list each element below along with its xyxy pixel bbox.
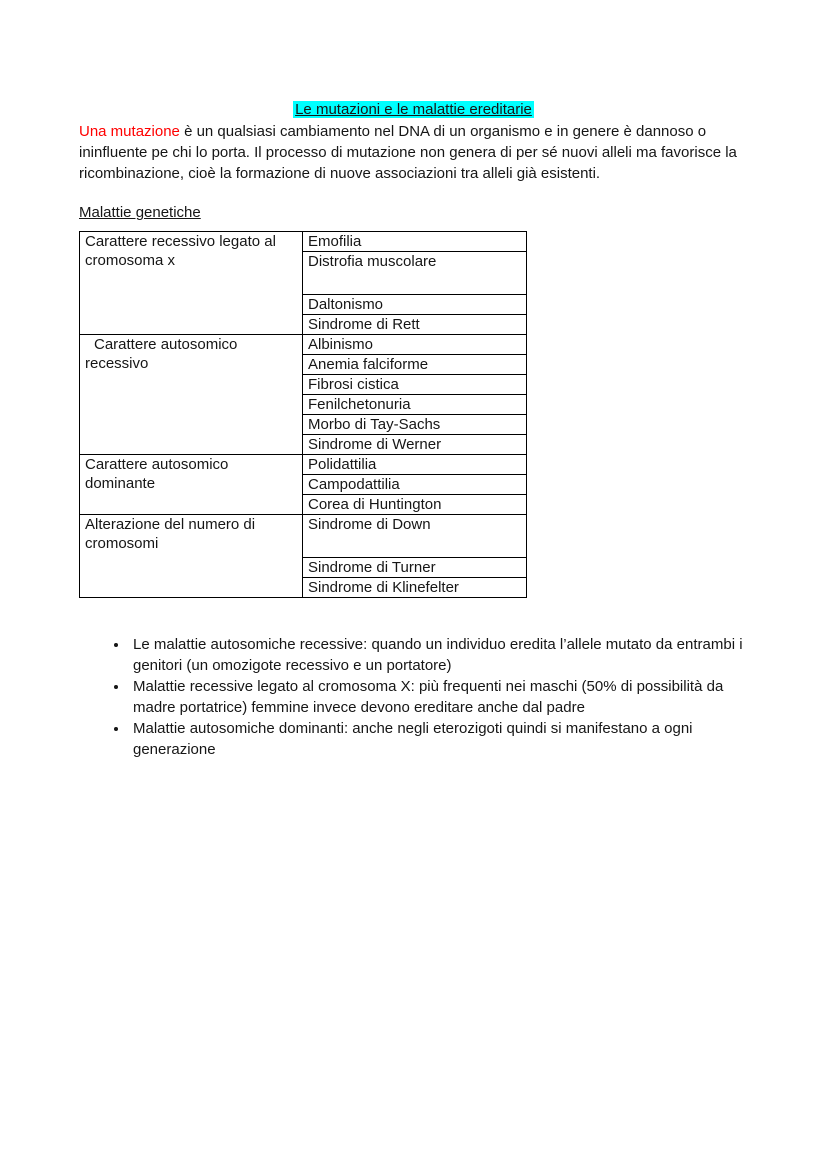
table-row <box>80 335 527 355</box>
table-disease-cell: Sindrome di Klinefelter <box>303 578 527 598</box>
intro-paragraph <box>79 121 748 184</box>
table-disease-cell: Sindrome di Rett <box>303 315 527 335</box>
intro-lead-text: Una mutazione <box>79 123 180 140</box>
table-disease-cell: Daltonismo <box>303 295 527 315</box>
bullet-item: • Malattie recessive legato al cromosoma X: più frequenti nei maschi (50% di possibilità da madre portatrice) femmine invece devono ereditare anche dal padre <box>129 676 748 718</box>
table-disease-cell: Emofilia <box>303 232 527 252</box>
document-title: Le mutazioni e le malattie ereditarie <box>295 101 532 118</box>
table-disease-cell: Fibrosi cistica <box>303 375 527 395</box>
bullet-item: • Le malattie autosomiche recessive: quando un individuo eredita l’allele mutato da entrambi i genitori (un omozigote recessivo e un portatore) <box>129 634 748 676</box>
table-disease-cell: Morbo di Tay-Sachs <box>303 415 527 435</box>
table-disease-cell: Campodattilia <box>303 475 527 495</box>
table-category-cell: Carattere autosomico recessivo <box>80 335 303 455</box>
table-row <box>80 232 527 252</box>
table-category-cell: Alterazione del numero di cromosomi <box>80 515 303 598</box>
table-disease-cell: Albinismo <box>303 335 527 355</box>
section-heading <box>79 202 748 223</box>
table-disease-cell: Fenilchetonuria <box>303 395 527 415</box>
table-disease-cell: Sindrome di Turner <box>303 558 527 578</box>
document-title-row <box>79 99 748 120</box>
table-disease-cell: Sindrome di Werner <box>303 435 527 455</box>
table-disease-cell: Sindrome di Down <box>303 515 527 558</box>
table-row <box>80 455 527 475</box>
table-disease-cell: Distrofia muscolare <box>303 252 527 295</box>
genetic-diseases-table <box>79 231 527 598</box>
table-category-cell: Carattere recessivo legato al cromosoma x <box>80 232 303 335</box>
table-row <box>80 515 527 558</box>
intro-body-text: è un qualsiasi cambiamento nel DNA di un organismo e in genere è dannoso o ininfluente pe chi lo porta. Il processo di mutazione non genera di per sé nuovi alleli ma favorisce la ricombinazione, cioè la formazione di nuove associazioni tra alleli già esistenti. <box>79 123 737 182</box>
table-disease-cell: Corea di Huntington <box>303 495 527 515</box>
table-category-cell: Carattere autosomico dominante <box>80 455 303 515</box>
section-heading-text: Malattie genetiche <box>79 204 201 221</box>
notes-bullet-list <box>79 634 748 760</box>
table-disease-cell: Polidattilia <box>303 455 527 475</box>
bullet-item: • Malattie autosomiche dominanti: anche negli eterozigoti quindi si manifestano a ogni generazione <box>129 718 748 760</box>
table-disease-cell: Anemia falciforme <box>303 355 527 375</box>
